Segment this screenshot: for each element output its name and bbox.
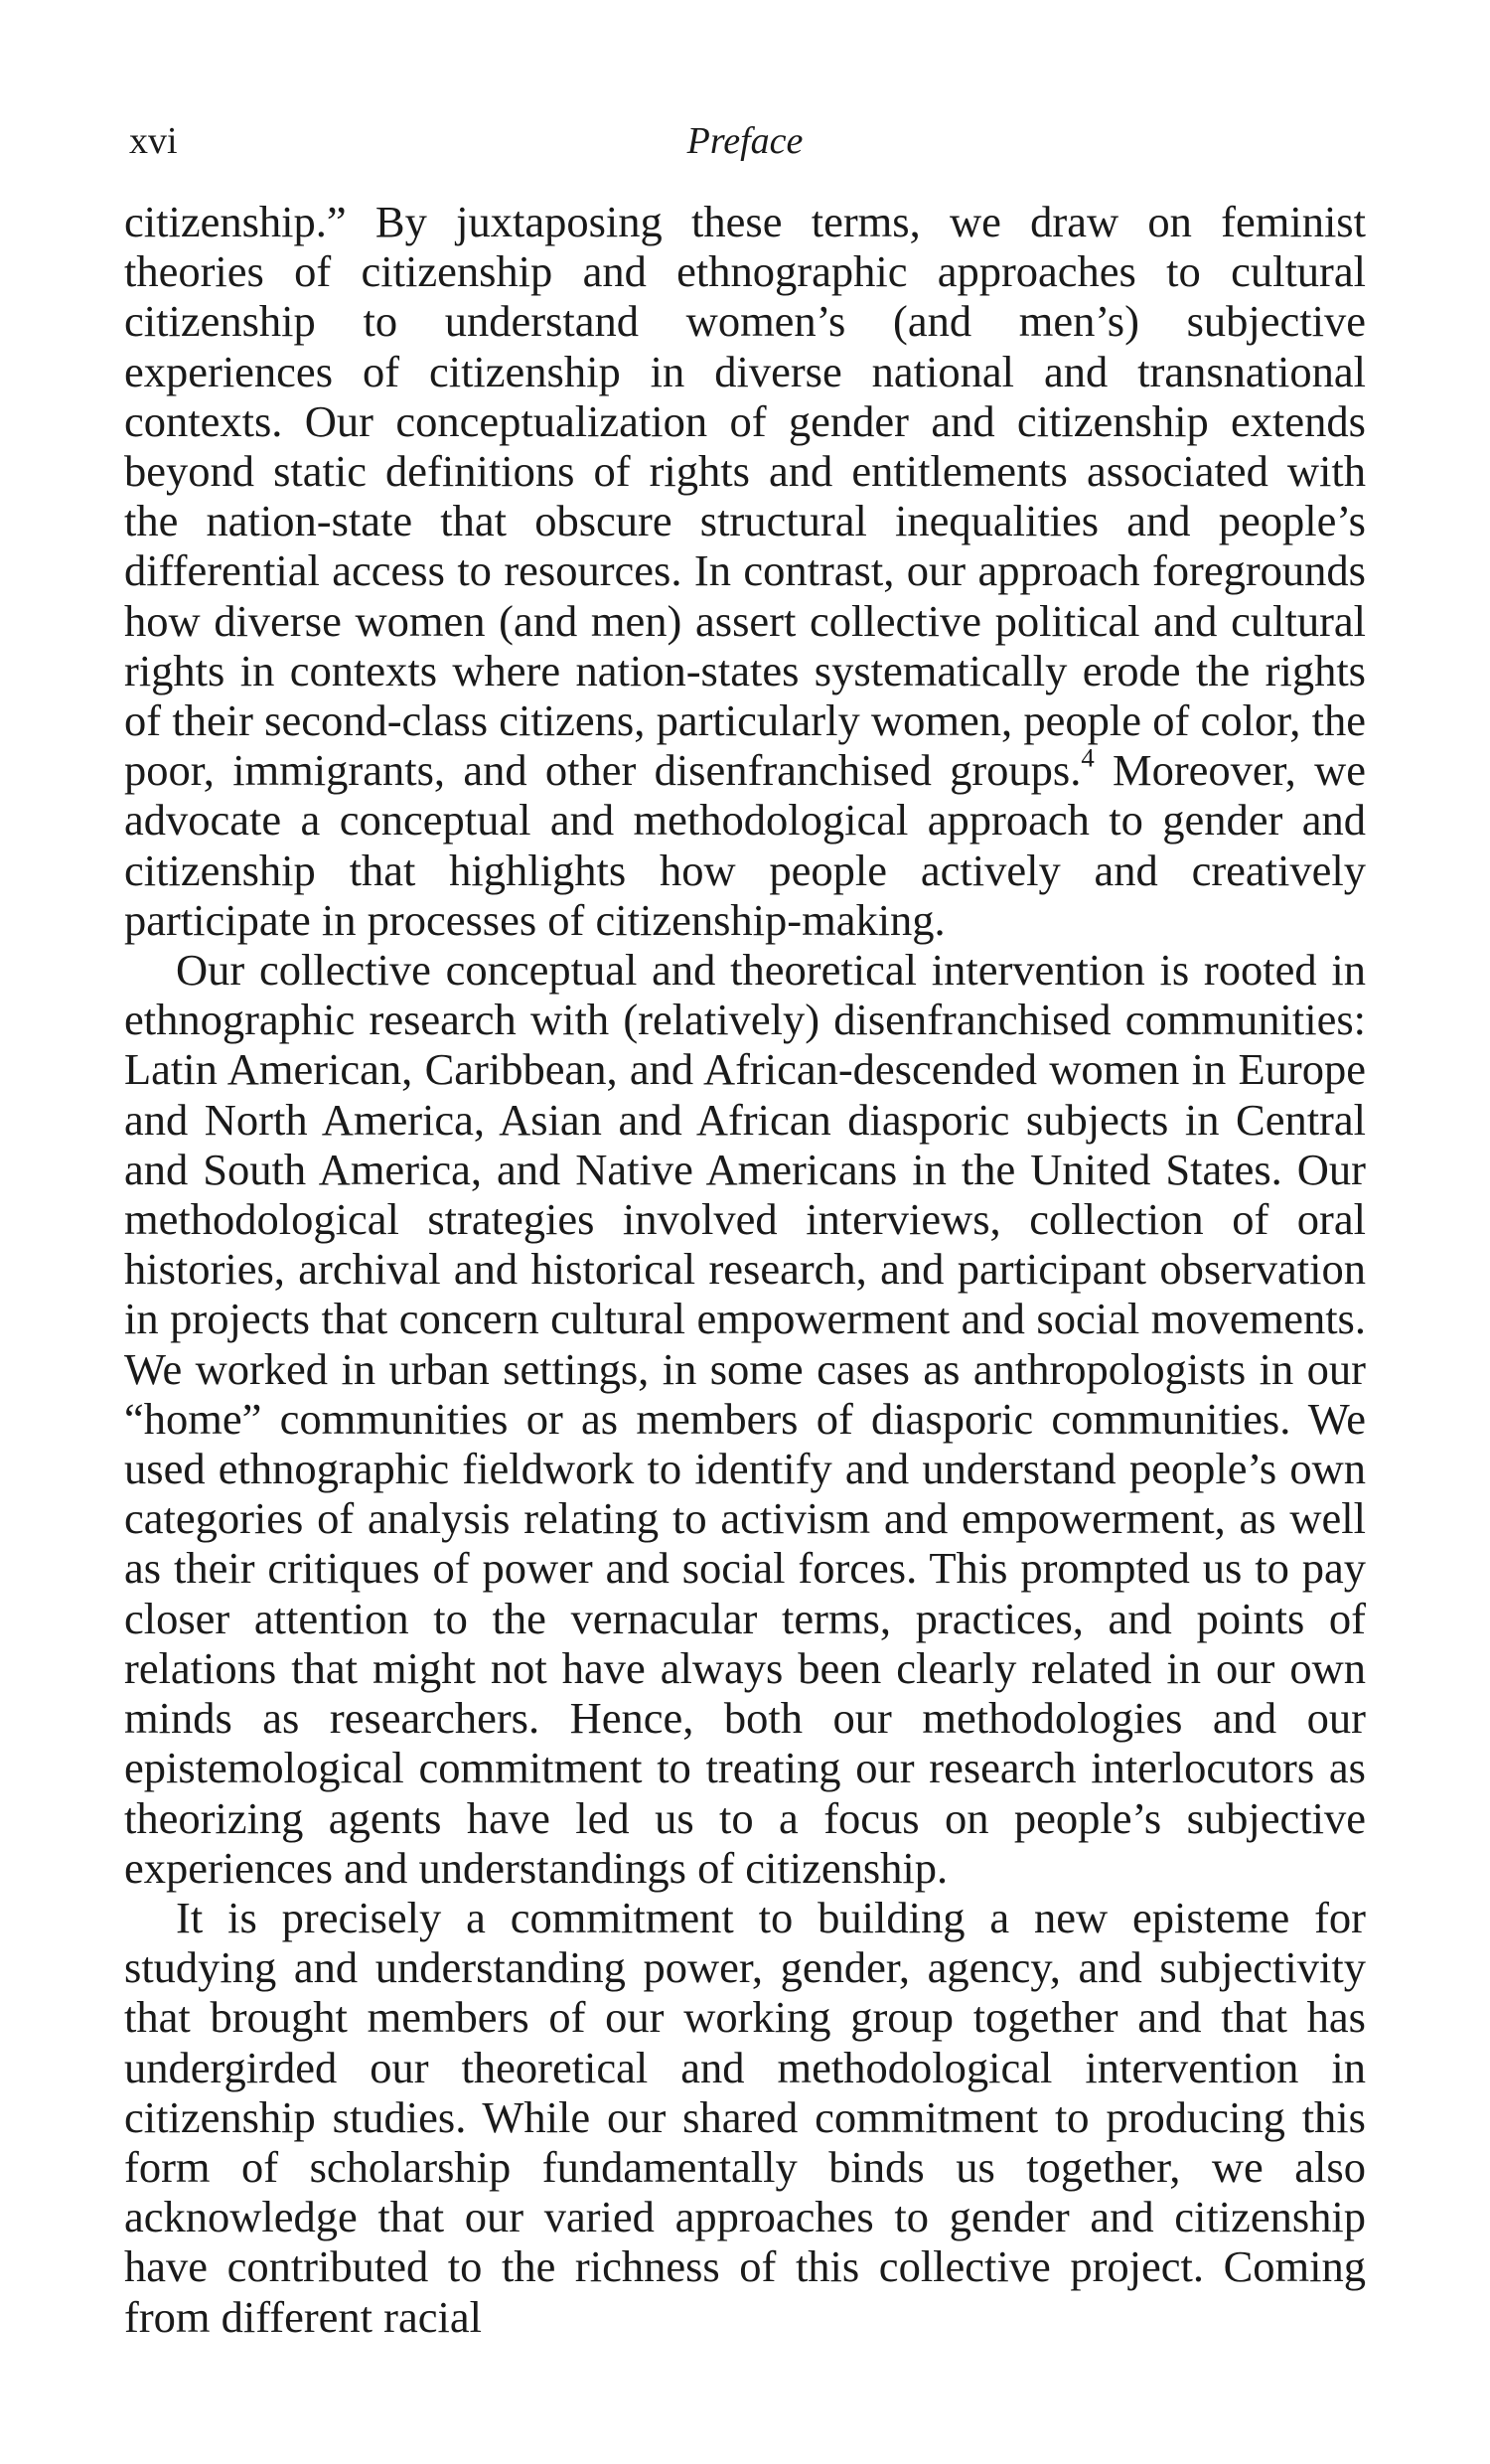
paragraph-2: Our collective conceptual and theoretical intervention is rooted in ethnographic research with (relatively) disenfranchised communities: Latin American, Caribbean, and African-descended women in Europe and North America, Asian and African diasporic subjects in Central and South America, and Native Americans in the United States. Our methodological strategies involved interviews, collection of oral histories, archival and historical research, and participant observation in projects that concern cultural empowerment and social movements. We worked in urban settings, in some cases as anthropologists in our “home” communities or as members of diasporic communities. We used ethnographic fieldwork to identify and understand people’s own categories of analysis relating to activism and empowerment, as well as their critiques of power and social forces. This prompted us to pay closer attention to the vernacular terms, practices, and points of relations that might not have always been clearly related in our own minds as researchers. Hence, both our methodologies and our epistemological commitment to treating our research interlocutors as theorizing agents have led us to a focus on people’s subjective experiences and understandings of citizenship. bbox=[124, 945, 1366, 1893]
body-text bbox=[124, 197, 1366, 2342]
paragraph-1 bbox=[124, 197, 1366, 945]
paragraph-3: It is precisely a commitment to building a new episteme for studying and understanding power, gender, agency, and subjectivity that brought members of our working group together and that has undergirded our theoretical and methodological intervention in citizenship studies. While our shared commitment to producing this form of scholarship fundamentally binds us together, we also acknowledge that our varied approaches to gender and citizenship have contributed to the richness of this collective project. Coming from different racial bbox=[124, 1892, 1366, 2342]
page-header bbox=[124, 119, 1366, 179]
page-number: xvi bbox=[129, 120, 178, 162]
book-page bbox=[124, 119, 1366, 2342]
paragraph-1-continued: Moreover, we advocate a conceptual and methodological approach to gender and citizenship that highlights how people actively and creatively participate in processes of citizenship-making. bbox=[124, 745, 1366, 945]
footnote-marker: 4 bbox=[1081, 742, 1095, 773]
running-head: Preface bbox=[686, 120, 804, 162]
paragraph-1-text: citizenship.” By juxtaposing these terms, we draw on feminist theories of citizenship and ethnographic approaches to cultural citizenship to understand women’s (and men’s) subjective experiences of citizenship in diverse national and transnational contexts. Our conceptualization of gender and citizenship extends beyond static definitions of rights and entitlements associated with the nation-state that obscure structural inequalities and people’s differential access to resources. In contrast, our approach foregrounds how diverse women (and men) assert collective political and cultural rights in contexts where nation-states systematically erode the rights of their second-class citizens, particularly women, people of color, the poor, immigrants, and other disenfranchised groups. bbox=[124, 197, 1366, 796]
